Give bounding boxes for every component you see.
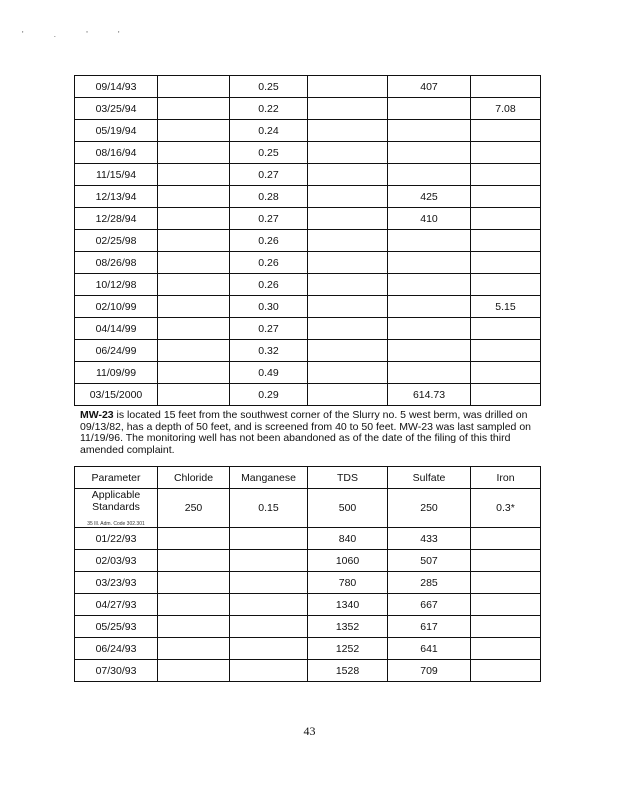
cell-chloride [158, 594, 230, 616]
standard-sulfate: 250 [388, 489, 471, 528]
standard-tds: 500 [308, 489, 388, 528]
cell-manganese: 0.25 [230, 142, 308, 164]
cell-chloride [158, 164, 230, 186]
cell-sulfate [388, 318, 471, 340]
cell-chloride [158, 76, 230, 98]
cell-iron [471, 638, 541, 660]
table-row [75, 98, 541, 120]
cell-manganese [230, 572, 308, 594]
well-description-paragraph [80, 410, 538, 456]
cell-manganese: 0.32 [230, 340, 308, 362]
cell-iron [471, 318, 541, 340]
cell-tds: 1340 [308, 594, 388, 616]
cell-sulfate [388, 164, 471, 186]
cell-manganese: 0.26 [230, 274, 308, 296]
cell-tds [308, 362, 388, 384]
cell-iron: 7.08 [471, 98, 541, 120]
cell-sulfate [388, 274, 471, 296]
cell-sulfate: 667 [388, 594, 471, 616]
table-row [75, 164, 541, 186]
table-row [75, 120, 541, 142]
cell-sulfate [388, 142, 471, 164]
cell-tds [308, 318, 388, 340]
cell-tds: 780 [308, 572, 388, 594]
table-row [75, 296, 541, 318]
header-parameter: Parameter [75, 467, 158, 489]
cell-chloride [158, 638, 230, 660]
cell-tds [308, 384, 388, 406]
cell-date: 08/16/94 [75, 142, 158, 164]
cell-sulfate: 433 [388, 528, 471, 550]
page-number: 43 [303, 724, 316, 738]
cell-tds [308, 120, 388, 142]
cell-date: 10/12/98 [75, 274, 158, 296]
cell-tds [308, 98, 388, 120]
cell-date: 08/26/98 [75, 252, 158, 274]
cell-sulfate [388, 120, 471, 142]
table-row [75, 208, 541, 230]
cell-tds [308, 296, 388, 318]
cell-sulfate: 507 [388, 550, 471, 572]
cell-tds: 1352 [308, 616, 388, 638]
cell-date: 01/22/93 [75, 528, 158, 550]
cell-tds [308, 186, 388, 208]
standards-label: Applicable Standards [91, 489, 141, 513]
cell-sulfate: 425 [388, 186, 471, 208]
cell-chloride [158, 274, 230, 296]
cell-tds [308, 340, 388, 362]
table-row [75, 660, 541, 682]
cell-sulfate [388, 296, 471, 318]
cell-chloride [158, 208, 230, 230]
cell-chloride [158, 340, 230, 362]
table-row [75, 230, 541, 252]
table-row [75, 594, 541, 616]
cell-tds [308, 76, 388, 98]
cell-date: 02/03/93 [75, 550, 158, 572]
cell-iron [471, 164, 541, 186]
table-row [75, 252, 541, 274]
cell-tds [308, 274, 388, 296]
cell-chloride [158, 572, 230, 594]
cell-tds [308, 164, 388, 186]
cell-sulfate: 285 [388, 572, 471, 594]
table-header-row [75, 467, 541, 489]
cell-iron [471, 550, 541, 572]
cell-manganese: 0.30 [230, 296, 308, 318]
cell-iron [471, 252, 541, 274]
cell-tds: 1528 [308, 660, 388, 682]
table-row [75, 142, 541, 164]
cell-iron [471, 208, 541, 230]
standards-note: 35 Ill. Adm. Code 302.301 [87, 521, 145, 527]
cell-tds: 1252 [308, 638, 388, 660]
cell-manganese: 0.29 [230, 384, 308, 406]
cell-manganese [230, 616, 308, 638]
well-description-text: is located 15 feet from the southwest corner of the Slurry no. 5 west berm, was drilled on 09/13/82, has a depth of 50 feet, and is screened from 40 to 50 feet. MW-23 was last sampled on 11/19/96. The monitoring well has not been abandoned as of the date of the filing of this third amended complaint. [80, 409, 531, 456]
cell-date: 03/23/93 [75, 572, 158, 594]
cell-iron [471, 616, 541, 638]
cell-sulfate: 641 [388, 638, 471, 660]
standards-label-cell [75, 489, 158, 528]
table-row [75, 362, 541, 384]
cell-manganese: 0.26 [230, 230, 308, 252]
header-sulfate: Sulfate [388, 467, 471, 489]
cell-sulfate [388, 230, 471, 252]
header-manganese: Manganese [230, 467, 308, 489]
cell-manganese: 0.27 [230, 318, 308, 340]
cell-chloride [158, 550, 230, 572]
cell-iron [471, 594, 541, 616]
cell-manganese [230, 638, 308, 660]
cell-iron [471, 120, 541, 142]
cell-tds [308, 208, 388, 230]
cell-manganese [230, 660, 308, 682]
standards-row [75, 489, 541, 528]
table-row [75, 318, 541, 340]
cell-chloride [158, 120, 230, 142]
cell-chloride [158, 296, 230, 318]
cell-iron [471, 76, 541, 98]
cell-date: 04/14/99 [75, 318, 158, 340]
scan-specks: ' . ' ' [22, 30, 134, 39]
header-iron: Iron [471, 467, 541, 489]
cell-manganese: 0.22 [230, 98, 308, 120]
cell-manganese: 0.26 [230, 252, 308, 274]
cell-date: 05/19/94 [75, 120, 158, 142]
cell-date: 07/30/93 [75, 660, 158, 682]
cell-chloride [158, 186, 230, 208]
cell-manganese: 0.27 [230, 164, 308, 186]
cell-sulfate: 410 [388, 208, 471, 230]
cell-manganese: 0.49 [230, 362, 308, 384]
cell-chloride [158, 384, 230, 406]
table-row [75, 528, 541, 550]
mw23-results-table [74, 466, 541, 682]
cell-tds: 840 [308, 528, 388, 550]
well-id: MW-23 [80, 409, 114, 421]
cell-date: 06/24/99 [75, 340, 158, 362]
cell-chloride [158, 252, 230, 274]
cell-chloride [158, 98, 230, 120]
cell-date: 03/15/2000 [75, 384, 158, 406]
cell-sulfate [388, 362, 471, 384]
cell-date: 12/13/94 [75, 186, 158, 208]
cell-date: 09/14/93 [75, 76, 158, 98]
cell-sulfate [388, 340, 471, 362]
cell-sulfate [388, 98, 471, 120]
cell-iron [471, 572, 541, 594]
table-row [75, 550, 541, 572]
standard-manganese: 0.15 [230, 489, 308, 528]
cell-iron [471, 142, 541, 164]
standard-chloride: 250 [158, 489, 230, 528]
cell-iron [471, 340, 541, 362]
table-row [75, 186, 541, 208]
cell-sulfate: 614.73 [388, 384, 471, 406]
cell-date: 11/09/99 [75, 362, 158, 384]
table-row [75, 340, 541, 362]
table-row [75, 76, 541, 98]
cell-tds [308, 252, 388, 274]
cell-manganese: 0.24 [230, 120, 308, 142]
cell-date: 12/28/94 [75, 208, 158, 230]
table-row [75, 638, 541, 660]
cell-iron [471, 528, 541, 550]
cell-chloride [158, 660, 230, 682]
cell-tds: 1060 [308, 550, 388, 572]
cell-chloride [158, 142, 230, 164]
table-body [75, 76, 541, 406]
cell-iron [471, 384, 541, 406]
cell-manganese: 0.25 [230, 76, 308, 98]
cell-chloride [158, 528, 230, 550]
mw-results-table-continued [74, 75, 541, 406]
cell-chloride [158, 362, 230, 384]
cell-date: 02/10/99 [75, 296, 158, 318]
cell-chloride [158, 616, 230, 638]
cell-chloride [158, 230, 230, 252]
table-body [75, 467, 541, 528]
cell-iron [471, 660, 541, 682]
cell-date: 03/25/94 [75, 98, 158, 120]
table-body-results [75, 528, 541, 682]
cell-date: 05/25/93 [75, 616, 158, 638]
cell-date: 02/25/98 [75, 230, 158, 252]
cell-manganese [230, 550, 308, 572]
header-chloride: Chloride [158, 467, 230, 489]
cell-chloride [158, 318, 230, 340]
cell-iron [471, 186, 541, 208]
cell-date: 06/24/93 [75, 638, 158, 660]
cell-iron [471, 230, 541, 252]
cell-manganese [230, 528, 308, 550]
table-row [75, 572, 541, 594]
cell-date: 04/27/93 [75, 594, 158, 616]
table-row [75, 274, 541, 296]
cell-sulfate [388, 252, 471, 274]
cell-sulfate: 407 [388, 76, 471, 98]
cell-iron [471, 362, 541, 384]
cell-sulfate: 617 [388, 616, 471, 638]
table-row [75, 616, 541, 638]
cell-date: 11/15/94 [75, 164, 158, 186]
cell-iron: 5.15 [471, 296, 541, 318]
cell-manganese: 0.28 [230, 186, 308, 208]
cell-tds [308, 142, 388, 164]
cell-manganese [230, 594, 308, 616]
standard-iron: 0.3* [471, 489, 541, 528]
table-row [75, 384, 541, 406]
cell-manganese: 0.27 [230, 208, 308, 230]
cell-iron [471, 274, 541, 296]
cell-tds [308, 230, 388, 252]
cell-sulfate: 709 [388, 660, 471, 682]
header-tds: TDS [308, 467, 388, 489]
